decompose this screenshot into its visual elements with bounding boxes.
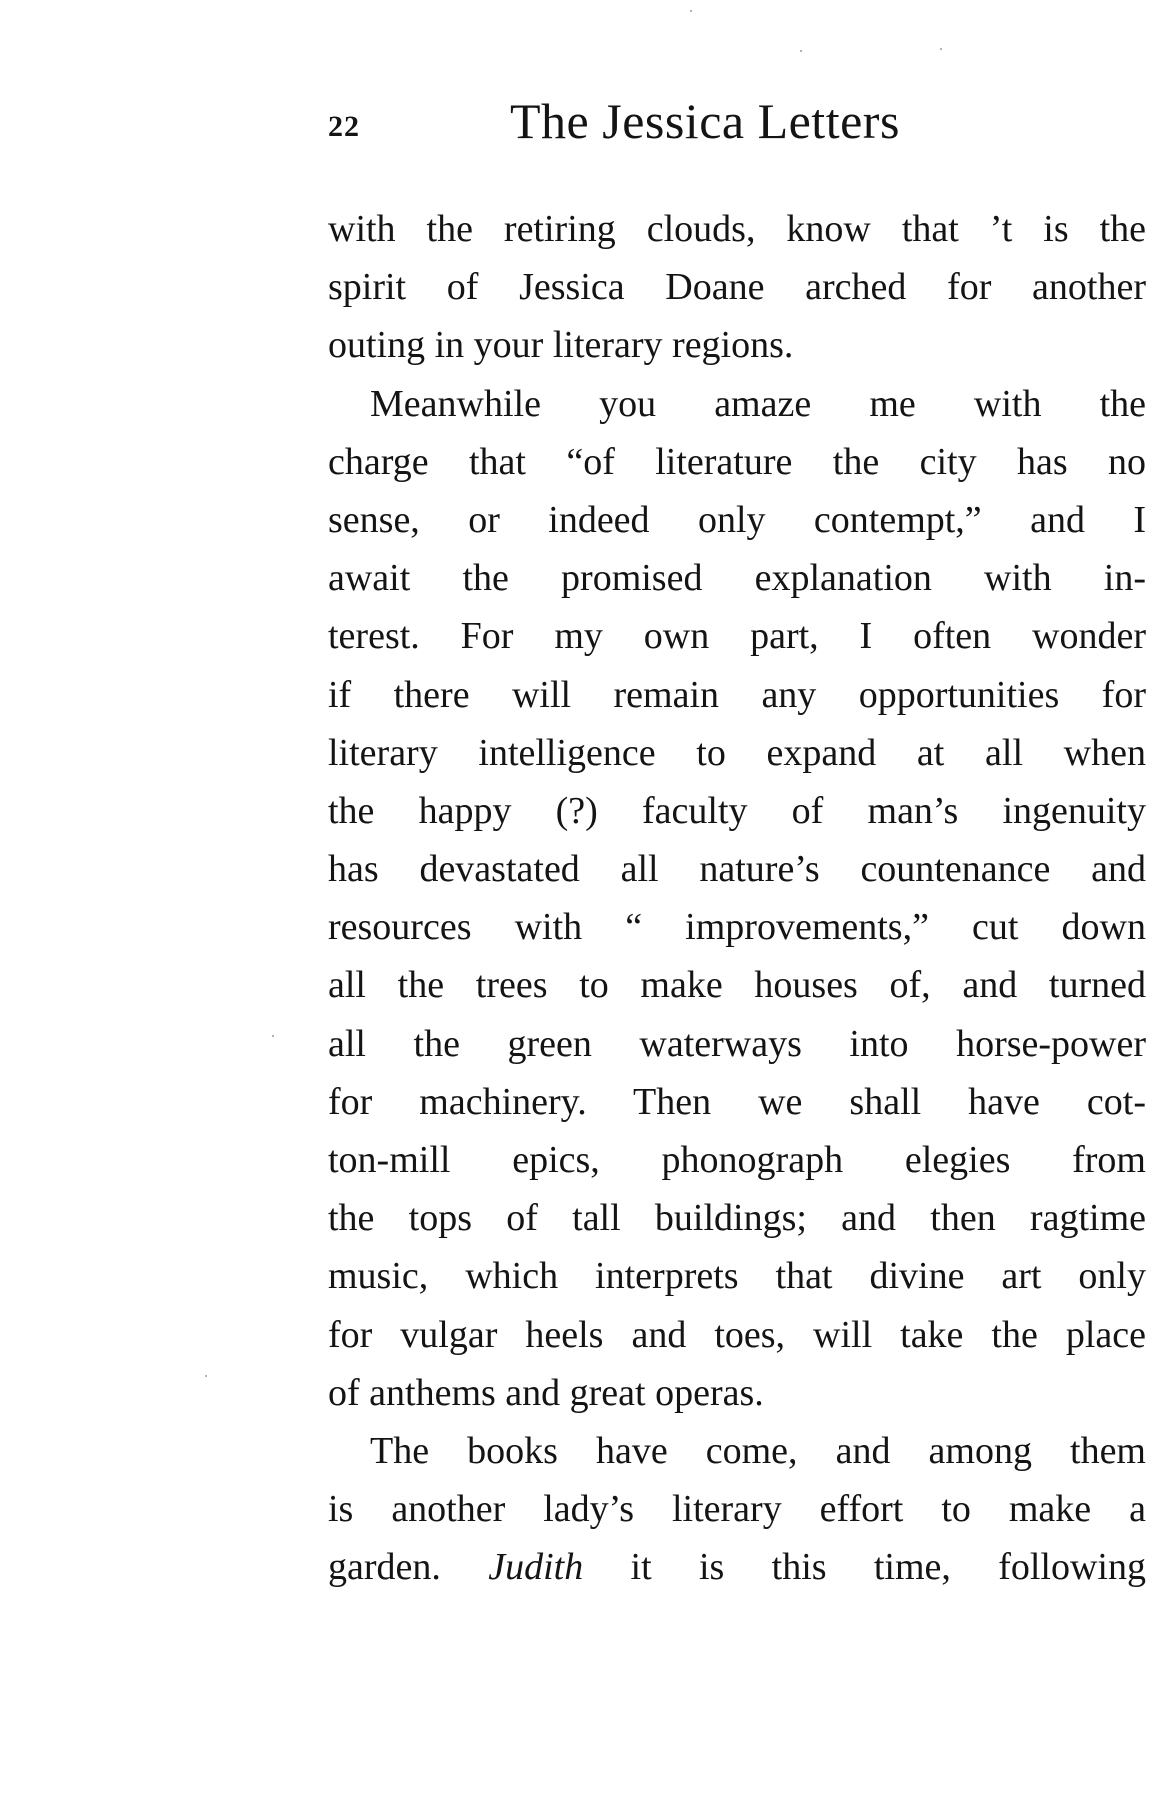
- text-line: sense, or indeed only contempt,” and I: [328, 498, 1146, 541]
- italic-book-title: Judith: [488, 1546, 584, 1589]
- scan-speck: [690, 10, 692, 12]
- scan-speck: [205, 1375, 207, 1377]
- text-line: terest. For my own part, I often wonder: [328, 615, 1146, 658]
- text-fragment: garden.: [328, 1546, 489, 1589]
- text-line: for vulgar heels and toes, will take the place: [328, 1313, 1146, 1356]
- text-line: all the green waterways into horse-power: [328, 1022, 1146, 1065]
- body-text: [328, 200, 1146, 1597]
- scan-speck: [800, 50, 802, 52]
- running-title: The Jessica Letters: [510, 93, 900, 149]
- text-line: if there will remain any opportunities for: [328, 673, 1146, 716]
- page-number: 22: [328, 110, 360, 143]
- text-line: ton-mill epics, phonograph elegies from: [328, 1139, 1146, 1181]
- text-line: the tops of tall buildings; and then ragtime: [328, 1197, 1146, 1240]
- text-line: spirit of Jessica Doane arched for another: [328, 266, 1146, 309]
- text-line: of anthems and great operas.: [328, 1371, 764, 1414]
- scan-speck: [272, 1035, 274, 1037]
- text-line: music, which interprets that divine art only: [328, 1255, 1146, 1298]
- scan-speck: [940, 48, 942, 50]
- text-line: await the promised explanation with in-: [328, 557, 1146, 600]
- text-line: outing in your literary regions.: [328, 324, 794, 367]
- text-line: Meanwhile you amaze me with the: [370, 382, 1146, 425]
- text-line: the happy (?) faculty of man’s ingenuity: [328, 789, 1146, 832]
- text-line: for machinery. Then we shall have cot-: [328, 1080, 1146, 1123]
- text-line: charge that “of literature the city has no: [328, 440, 1146, 483]
- text-line: resources with “ improvements,” cut down: [328, 906, 1146, 949]
- text-line-with-italic-title: [328, 1538, 1146, 1596]
- text-line: The books have come, and among them: [370, 1429, 1146, 1472]
- page-header: [328, 92, 1148, 152]
- text-fragment: it is this time, following: [583, 1546, 1146, 1589]
- text-line: with the retiring clouds, know that ’t is the: [328, 208, 1146, 250]
- text-line: literary intelligence to expand at all when: [328, 731, 1146, 774]
- text-line: all the trees to make houses of, and turned: [328, 964, 1146, 1007]
- text-line: is another lady’s literary effort to make a: [328, 1488, 1146, 1531]
- text-line: has devastated all nature’s countenance and: [328, 848, 1146, 891]
